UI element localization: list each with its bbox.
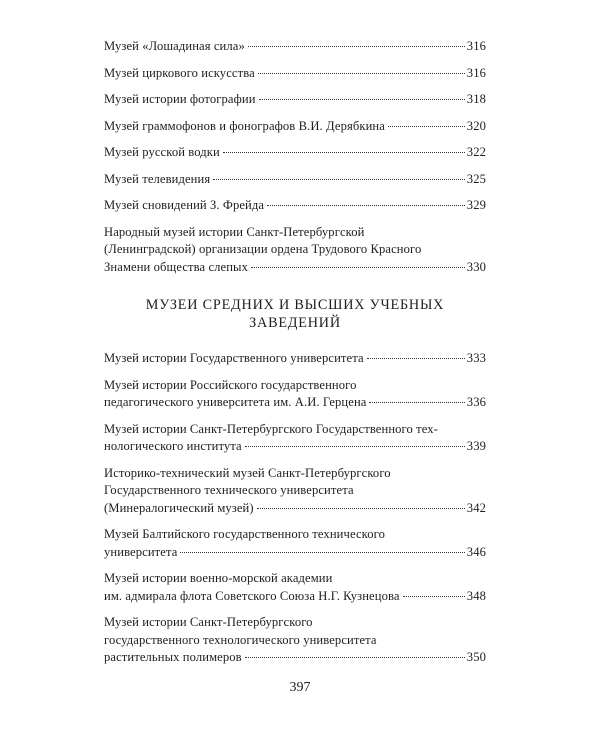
dot-leader [403,596,465,597]
toc-entry-title-line: Историко-технический музей Санкт-Петербургского [104,465,391,480]
toc-entry [104,526,486,561]
toc-entry-final-line [104,394,486,412]
toc-entry-final-line [104,91,486,109]
toc-entry-title-line: нологического института [104,439,242,453]
toc-entry-title-line: Музей циркового искусства [104,65,255,80]
toc-entry-final-line [104,118,486,136]
toc-entry-title-line: растительных полимеров [104,650,242,664]
toc-entry [104,570,486,605]
section-heading-line-1: МУЗЕИ СРЕДНИХ И ВЫСШИХ УЧЕБНЫХ [145,297,445,313]
dot-leader [245,446,465,447]
toc-entry [104,118,486,136]
toc-entries-top [104,38,486,276]
toc-entry-page-number: 329 [466,198,486,212]
dot-leader [259,99,465,100]
dot-leader [223,152,465,153]
toc-entry-page-number: 350 [466,650,486,664]
toc-entry-title-line: университета [104,544,178,559]
toc-entry [104,224,486,277]
toc-entry-page-number: 342 [466,500,486,515]
toc-entry [104,144,486,162]
dot-leader [388,126,465,127]
toc-entry-final-line [104,38,486,56]
toc-entry-title-line: Музей истории Санкт-Петербургского [104,615,313,629]
toc-entry-title-line: Музей истории Государственного университета [104,351,364,365]
toc-entry [104,65,486,83]
toc-entry-page-number: 336 [466,395,486,409]
toc-entries-bottom [104,350,486,667]
toc-entry-title-line: Государственного технического университета [104,483,354,497]
toc-entry-final-line [104,544,486,562]
toc-entry-title-line: Музей истории Российского государственного [104,377,357,392]
toc-entry [104,91,486,109]
toc-entry-page-number: 316 [466,65,486,80]
toc-entry [104,38,486,56]
toc-entry-title-line: Музей истории военно-морской академии [104,571,333,585]
toc-entry-title-line: Музей телевидения [104,171,211,186]
dot-leader [267,205,465,206]
toc-entry [104,171,486,189]
toc-entry-title-line: (Минералогический музей) [104,500,254,515]
page-number: 397 [289,680,311,695]
toc-entry [104,377,486,412]
toc-entry-page-number: 322 [466,145,486,159]
dot-leader [367,358,465,359]
toc-entry-title-line: Музей сновидений З. Фрейда [104,198,265,212]
toc-entry-title-line: педагогического университета им. А.И. Герцена [104,395,367,409]
toc-entry-title-line: государственного технологического университета [104,632,377,647]
toc-entry-title-line: им. адмирала флота Советского Союза Н.Г. Кузнецова [104,588,400,603]
toc-entry-page-number: 333 [466,351,486,365]
dot-leader [257,508,465,509]
dot-leader [258,73,465,74]
toc-entry-page-number: 330 [466,259,486,274]
toc-entry-title-line: Музей граммофонов и фонографов В.И. Дерябкина [104,118,385,133]
toc-entry-final-line [104,350,486,368]
toc-entry-page-number: 325 [466,171,486,186]
dot-leader [245,657,465,658]
toc-entry-page-number: 320 [466,118,486,133]
toc-entry-title-line: Знамени общества слепых [104,259,249,274]
toc-entry [104,197,486,215]
toc-entry-final-line [104,171,486,189]
toc-entry-page-number: 348 [466,588,486,603]
toc-entry-final-line [104,144,486,162]
toc-entry [104,421,486,456]
toc-entry-final-line [104,500,486,518]
toc-entry-final-line [104,259,486,277]
toc-entry-final-line [104,65,486,83]
toc-entry [104,614,486,667]
toc-entry-final-line [104,438,486,456]
dot-leader [180,552,464,553]
dot-leader [251,267,465,268]
toc-entry-page-number: 346 [466,544,486,559]
section-heading [104,296,486,332]
toc-entry-final-line [104,588,486,606]
toc-entry-title-line: Музей истории Санкт-Петербургского Государственного тех- [104,421,438,436]
toc-entry-title-line: Музей «Лошадиная сила» [104,39,245,53]
toc-entry [104,350,486,368]
table-of-contents [104,38,486,676]
toc-entry-page-number: 318 [466,92,486,106]
toc-entry-final-line [104,649,486,667]
toc-entry-title-line: (Ленинградской) организации ордена Трудового Красного [104,242,422,256]
toc-entry-title-line: Музей русской водки [104,145,220,159]
toc-entry-title-line: Народный музей истории Санкт-Петербургской [104,224,365,239]
dot-leader [248,46,465,47]
toc-entry-title-line: Музей истории фотографии [104,92,256,106]
dot-leader [213,179,465,180]
section-heading-line-2: ЗАВЕДЕНИЙ [249,315,341,331]
toc-entry-final-line [104,197,486,215]
toc-entry-page-number: 339 [466,439,486,453]
toc-entry [104,465,486,518]
toc-entry-page-number: 316 [466,39,486,53]
toc-entry-title-line: Музей Балтийского государственного технического [104,527,385,541]
dot-leader [369,402,464,403]
